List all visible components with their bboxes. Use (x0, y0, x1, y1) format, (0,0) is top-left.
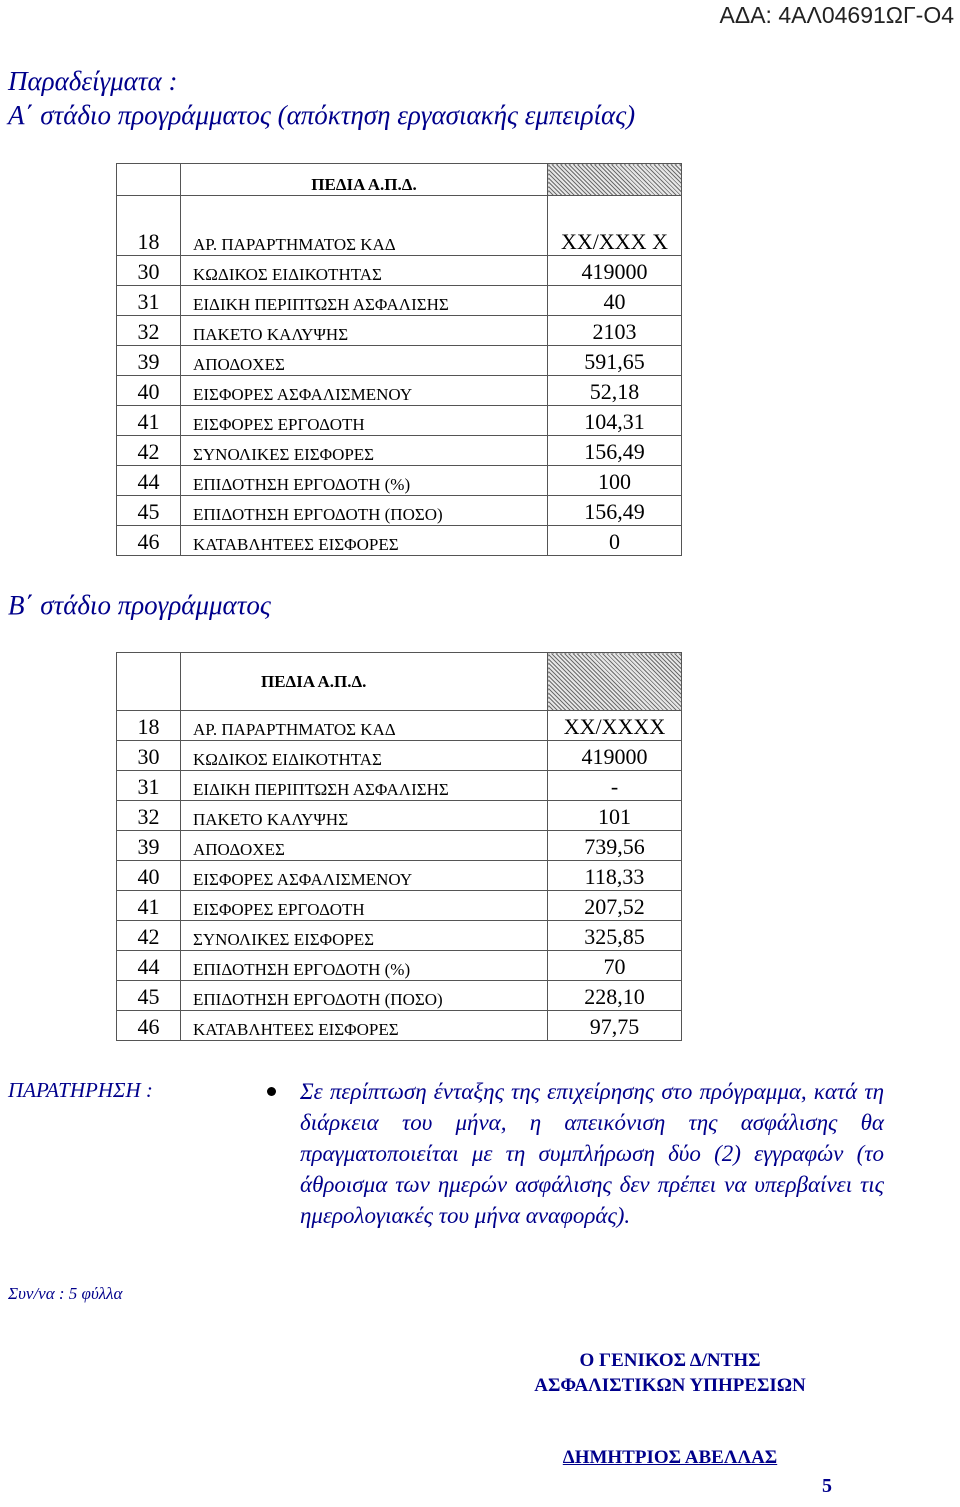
row-number: 46 (117, 1011, 181, 1041)
row-label: ΠΑΚΕΤΟ ΚΑΛΥΨΗΣ (181, 316, 548, 346)
row-value: 156,49 (548, 436, 682, 466)
row-label: ΑΠΟΔΟΧΕΣ (181, 346, 548, 376)
remark-label: ΠΑΡΑΤΗΡΗΣΗ : (8, 1078, 153, 1102)
table-row (117, 526, 682, 556)
row-value: 40 (548, 286, 682, 316)
row-number: 40 (117, 861, 181, 891)
row-value: - (548, 771, 682, 801)
row-value: 156,49 (548, 496, 682, 526)
row-label: ΑΡ. ΠΑΡΑΡΤΗΜΑΤΟΣ ΚΑΔ (181, 711, 548, 741)
table-row (117, 496, 682, 526)
examples-title: Παραδείγματα : (8, 66, 178, 96)
table-row (117, 466, 682, 496)
row-label: ΕΙΣΦΟΡΕΣ ΑΣΦΑΛΙΣΜΕΝΟΥ (181, 861, 548, 891)
row-value: 118,33 (548, 861, 682, 891)
row-value: 2103 (548, 316, 682, 346)
table-header: ΠΕΔΙΑ Α.Π.Δ. (181, 653, 548, 711)
row-label: ΕΙΣΦΟΡΕΣ ΑΣΦΑΛΙΣΜΕΝΟΥ (181, 376, 548, 406)
row-number: 30 (117, 256, 181, 286)
row-value: 101 (548, 801, 682, 831)
row-label: ΚΑΤΑΒΛΗΤΕΕΣ ΕΙΣΦΟΡΕΣ (181, 1011, 548, 1041)
table-header-hatch (548, 164, 682, 196)
row-number: 31 (117, 771, 181, 801)
row-value: 591,65 (548, 346, 682, 376)
row-number: 45 (117, 496, 181, 526)
table-row (117, 711, 682, 741)
signatory-title-1: Ο ΓΕΝΙΚΟΣ Δ/ΝΤΗΣ (579, 1350, 761, 1371)
row-value: 739,56 (548, 831, 682, 861)
row-label: ΕΠΙΔΟΤΗΣΗ ΕΡΓΟΔΟΤΗ (ΠΟΣΟ) (181, 496, 548, 526)
row-label: ΠΑΚΕΤΟ ΚΑΛΥΨΗΣ (181, 801, 548, 831)
row-number: 32 (117, 316, 181, 346)
row-label: ΚΩΔΙΚΟΣ ΕΙΔΙΚΟΤΗΤΑΣ (181, 741, 548, 771)
row-value: 52,18 (548, 376, 682, 406)
row-label: ΕΠΙΔΟΤΗΣΗ ΕΡΓΟΔΟΤΗ (ΠΟΣΟ) (181, 981, 548, 1011)
table-stage-b (116, 652, 682, 1041)
row-value: XX/XXXX (548, 711, 682, 741)
table-row (117, 891, 682, 921)
row-number: 39 (117, 346, 181, 376)
row-label: ΚΑΤΑΒΛΗΤΕΕΣ ΕΙΣΦΟΡΕΣ (181, 526, 548, 556)
table-header-empty (117, 164, 181, 196)
row-number: 44 (117, 951, 181, 981)
table-row (117, 1011, 682, 1041)
row-number: 41 (117, 406, 181, 436)
row-value: 100 (548, 466, 682, 496)
row-label: ΑΠΟΔΟΧΕΣ (181, 831, 548, 861)
row-number: 46 (117, 526, 181, 556)
row-label: ΚΩΔΙΚΟΣ ΕΙΔΙΚΟΤΗΤΑΣ (181, 256, 548, 286)
row-value: 97,75 (548, 1011, 682, 1041)
row-number: 42 (117, 436, 181, 466)
row-label: ΑΡ. ΠΑΡΑΡΤΗΜΑΤΟΣ ΚΑΔ (181, 196, 548, 256)
table-row (117, 771, 682, 801)
signatory-name: ΔΗΜΗΤΡΙΟΣ ΑΒΕΛΛΑΣ (562, 1447, 778, 1468)
stage-a-title: Α΄ στάδιο προγράμματος (απόκτηση εργασιακής εμπειρίας) (8, 100, 636, 130)
row-value: 0 (548, 526, 682, 556)
table-row (117, 951, 682, 981)
table-row (117, 831, 682, 861)
row-number: 40 (117, 376, 181, 406)
table-row (117, 406, 682, 436)
row-label: ΕΙΣΦΟΡΕΣ ΕΡΓΟΔΟΤΗ (181, 406, 548, 436)
row-number: 39 (117, 831, 181, 861)
table-stage-a (116, 163, 682, 556)
stage-b-title: Β΄ στάδιο προγράμματος (8, 590, 271, 620)
row-number: 31 (117, 286, 181, 316)
table-row (117, 921, 682, 951)
row-value: XX/XXX X (548, 196, 682, 256)
table-row (117, 376, 682, 406)
bullet-icon (267, 1087, 276, 1096)
table-row (117, 981, 682, 1011)
page-number: 5 (822, 1475, 832, 1497)
table-header: ΠΕΔΙΑ Α.Π.Δ. (181, 164, 548, 196)
table-row (117, 286, 682, 316)
row-value: 419000 (548, 256, 682, 286)
signatory-title-2: ΑΣΦΑΛΙΣΤΙΚΩΝ ΥΠΗΡΕΣΙΩΝ (534, 1375, 806, 1396)
table-header-empty (117, 653, 181, 711)
table-row (117, 196, 682, 256)
row-number: 30 (117, 741, 181, 771)
row-label: ΕΙΣΦΟΡΕΣ ΕΡΓΟΔΟΤΗ (181, 891, 548, 921)
table-row (117, 436, 682, 466)
table-row (117, 256, 682, 286)
document-id: ΑΔΑ: 4ΑΛ04691ΩΓ-Ο4 (719, 2, 954, 28)
row-label: ΣΥΝΟΛΙΚΕΣ ΕΙΣΦΟΡΕΣ (181, 921, 548, 951)
row-value: 228,10 (548, 981, 682, 1011)
row-label: ΕΠΙΔΟΤΗΣΗ ΕΡΓΟΔΟΤΗ (%) (181, 466, 548, 496)
table-row (117, 861, 682, 891)
row-label: ΕΙΔΙΚΗ ΠΕΡΙΠΤΩΣΗ ΑΣΦΑΛΙΣΗΣ (181, 771, 548, 801)
row-number: 32 (117, 801, 181, 831)
row-value: 419000 (548, 741, 682, 771)
row-number: 18 (117, 196, 181, 256)
row-number: 41 (117, 891, 181, 921)
attachments-note: Συν/να : 5 φύλλα (8, 1284, 123, 1303)
row-number: 44 (117, 466, 181, 496)
row-value: 70 (548, 951, 682, 981)
table-row (117, 741, 682, 771)
row-label: ΣΥΝΟΛΙΚΕΣ ΕΙΣΦΟΡΕΣ (181, 436, 548, 466)
row-label: ΕΙΔΙΚΗ ΠΕΡΙΠΤΩΣΗ ΑΣΦΑΛΙΣΗΣ (181, 286, 548, 316)
table-row (117, 801, 682, 831)
remark-text: Σε περίπτωση ένταξης της επιχείρησης στο πρόγραμμα, κατά τη διάρκεια του μήνα, η απεικόνιση της ασφάλισης θα πραγματοποιείται με τη συμπλήρωση δύο (2) εγγραφών (το άθροισμα των ημερών ασφάλισης δεν πρέπει να υπερβαίνει τις ημερολογιακές του μήνα αναφοράς). (300, 1079, 884, 1228)
row-value: 104,31 (548, 406, 682, 436)
row-value: 207,52 (548, 891, 682, 921)
row-number: 18 (117, 711, 181, 741)
row-value: 325,85 (548, 921, 682, 951)
row-number: 42 (117, 921, 181, 951)
table-row (117, 346, 682, 376)
table-header-hatch (548, 653, 682, 711)
table-row (117, 316, 682, 346)
row-number: 45 (117, 981, 181, 1011)
row-label: ΕΠΙΔΟΤΗΣΗ ΕΡΓΟΔΟΤΗ (%) (181, 951, 548, 981)
